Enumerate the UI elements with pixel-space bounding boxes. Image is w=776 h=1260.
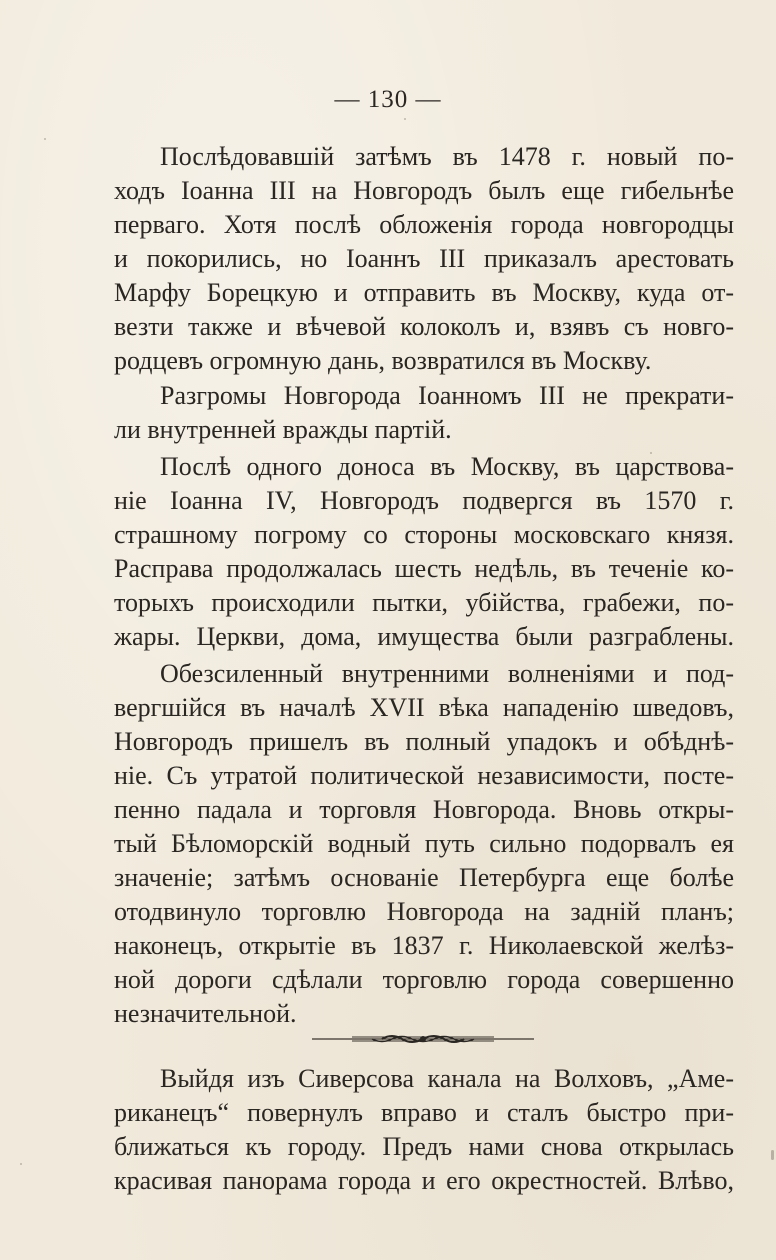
text-line: ближаться къ городу. Предъ нами снова открылась <box>114 1132 734 1161</box>
text-line: красивая панорама города и его окрестностей. Влѣво, <box>114 1166 734 1195</box>
text-line: Новгородъ пришелъ въ полный упадокъ и обѣднѣ- <box>114 727 734 756</box>
paper-speck <box>404 118 406 120</box>
text-line: ной дороги сдѣлали торговлю города совершенно <box>114 965 734 994</box>
text-line: риканецъ“ повернулъ вправо и сталъ быстро при- <box>114 1098 734 1127</box>
text-line: везти также и вѣчевой колоколъ и, взявъ съ новго- <box>114 312 734 341</box>
text-line: наконецъ, открытіе въ 1837 г. Николаевской желѣз- <box>114 931 734 960</box>
text-line: страшному погрому со стороны московскаго князя. <box>114 520 734 549</box>
text-line: ли внутренней вражды партій. <box>114 415 452 444</box>
paper-speck <box>650 452 652 454</box>
text-line: пенно падала и торговля Новгорода. Вновь откры- <box>114 795 734 824</box>
text-line: тый Бѣломорскій водный путь сильно подорвалъ ея <box>114 829 734 858</box>
text-line: Послѣ одного доноса въ Москву, въ царствова- <box>160 452 734 481</box>
text-line: значеніе; затѣмъ основаніе Петербурга еще болѣе <box>114 863 734 892</box>
text-line: Послѣдовавшій затѣмъ въ 1478 г. новый по- <box>160 142 734 171</box>
text-line: незначительной. <box>114 999 297 1028</box>
text-line: Обезсиленный внутренними волненіями и под- <box>160 659 734 688</box>
text-line: жары. Церкви, дома, имущества были разграблены. <box>114 622 734 651</box>
text-line: вергшійся въ началѣ XVII вѣка нападенію шведовъ, <box>114 693 734 722</box>
text-line: Марфу Борецкую и отправить въ Москву, куда от- <box>114 278 734 307</box>
text-line: Расправа продолжалась шесть недѣль, въ теченіе ко- <box>114 554 734 583</box>
text-line: и покорились, но Іоаннъ III приказалъ арестовать <box>114 244 734 273</box>
paper-speck <box>20 1163 22 1165</box>
text-line: родцевъ огромную дань, возвратился въ Москву. <box>114 346 652 375</box>
text-line: торыхъ происходили пытки, убійства, грабежи, по- <box>114 588 734 617</box>
ornamental-divider <box>312 1032 534 1046</box>
text-line: ходъ Іоанна III на Новгородъ былъ еще гибельнѣе <box>114 176 734 205</box>
text-line: ніе Іоанна IV, Новгородъ подвергся въ 1570 г. <box>114 486 734 515</box>
text-line: ніе. Съ утратой политической независимости, посте- <box>114 761 734 790</box>
paper-speck <box>44 138 46 140</box>
text-line: Разгромы Новгорода Іоанномъ III не прекрати- <box>160 381 734 410</box>
paper-speck <box>771 1150 774 1160</box>
text-line: отодвинуло торговлю Новгорода на задній планъ; <box>114 897 734 926</box>
text-line: Выйдя изъ Сиверсова канала на Волховъ, „Аме- <box>160 1064 734 1093</box>
text-line: перваго. Хотя послѣ обложенія города новгородцы <box>114 210 734 239</box>
page-number: — 130 — <box>334 86 442 113</box>
